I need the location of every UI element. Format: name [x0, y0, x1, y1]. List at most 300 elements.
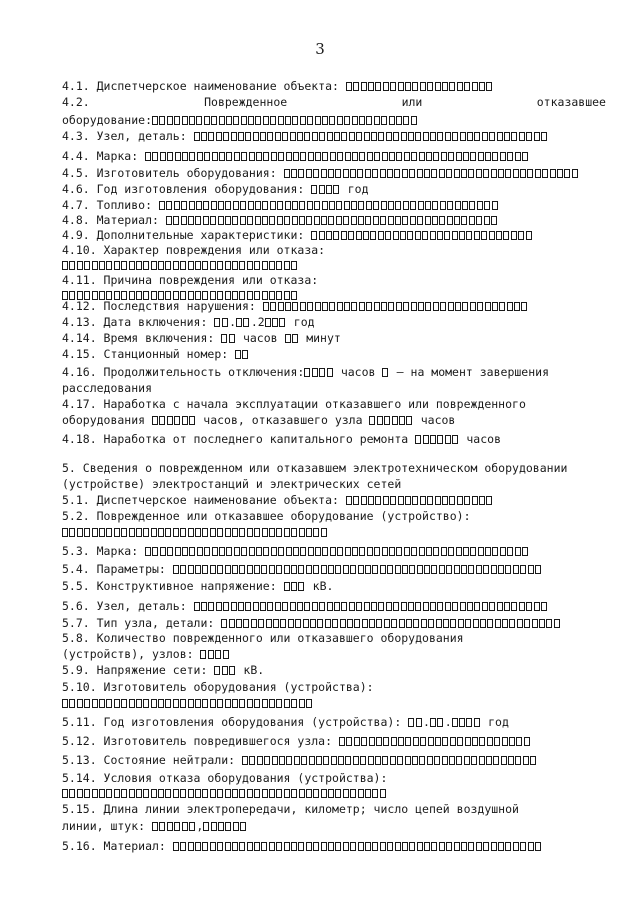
page-number: 3 [315, 40, 325, 58]
char-box [371, 132, 377, 141]
char-box [350, 565, 356, 574]
char-box [432, 216, 438, 225]
char-box [373, 201, 379, 210]
char-box [498, 842, 504, 851]
char-box-field[interactable] [145, 547, 529, 556]
char-box [346, 496, 352, 505]
char-box [217, 699, 223, 708]
char-box [99, 261, 105, 270]
char-box-field[interactable] [173, 842, 543, 851]
char-box [256, 152, 262, 161]
char-box [279, 318, 285, 327]
char-box-field[interactable] [284, 169, 580, 178]
char-box [367, 152, 373, 161]
char-box [292, 302, 298, 311]
char-box [275, 602, 281, 611]
char-box [217, 842, 223, 851]
char-box [152, 547, 158, 556]
char-box [62, 528, 68, 537]
char-box [195, 789, 201, 798]
char-box [321, 169, 327, 178]
char-box [425, 216, 431, 225]
char-box [262, 789, 268, 798]
char-box [313, 789, 319, 798]
char-box [445, 435, 451, 444]
char-box [257, 756, 263, 765]
form-line-text: 4.2. [62, 95, 90, 109]
char-box [365, 842, 371, 851]
char-box [321, 528, 327, 537]
char-box [345, 152, 351, 161]
char-box [197, 152, 203, 161]
char-box [419, 152, 425, 161]
char-box [92, 789, 98, 798]
char-box [491, 565, 497, 574]
char-box [411, 547, 417, 556]
char-box [225, 699, 231, 708]
char-box [393, 231, 399, 240]
char-box-field[interactable] [145, 152, 529, 161]
char-box [300, 152, 306, 161]
char-box [106, 699, 112, 708]
char-box [499, 302, 505, 311]
char-box [492, 302, 498, 311]
char-box [461, 842, 467, 851]
char-box [286, 547, 292, 556]
char-box [328, 565, 334, 574]
char-box [277, 216, 283, 225]
char-box [433, 547, 439, 556]
char-box [217, 565, 223, 574]
char-box [388, 201, 394, 210]
char-box [294, 756, 300, 765]
char-box [188, 699, 194, 708]
char-box-field[interactable] [285, 334, 300, 343]
char-box [189, 116, 195, 125]
char-box [528, 842, 534, 851]
char-box-field[interactable] [236, 318, 251, 327]
char-box [167, 152, 173, 161]
char-box [218, 216, 224, 225]
char-box [409, 842, 415, 851]
char-box [352, 152, 358, 161]
char-box [474, 132, 480, 141]
char-box [495, 619, 501, 628]
char-box [272, 756, 278, 765]
char-box [423, 132, 429, 141]
char-box [359, 302, 365, 311]
char-box-field[interactable] [152, 116, 418, 125]
char-box [173, 565, 179, 574]
char-box [327, 602, 333, 611]
char-box-field[interactable] [152, 822, 196, 831]
char-box [515, 152, 521, 161]
form-line-text: 5.5. Конструктивное напряжение: [62, 579, 284, 593]
char-box [166, 216, 172, 225]
char-box [195, 565, 201, 574]
char-box [493, 756, 499, 765]
char-box [368, 496, 374, 505]
char-box [173, 842, 179, 851]
char-box [441, 547, 447, 556]
form-line-5-11 [62, 716, 509, 729]
char-box [431, 565, 437, 574]
char-box [411, 152, 417, 161]
char-box [210, 842, 216, 851]
char-box [511, 132, 517, 141]
char-box [299, 699, 305, 708]
char-box-field[interactable] [214, 318, 229, 327]
char-box [284, 565, 290, 574]
char-box [182, 416, 188, 425]
char-box [214, 666, 220, 675]
char-box [435, 496, 441, 505]
char-box [452, 231, 458, 240]
char-box-field[interactable] [62, 699, 313, 708]
char-box [322, 152, 328, 161]
form-line-4-8 [62, 214, 498, 227]
char-box [381, 201, 387, 210]
char-box [182, 547, 188, 556]
char-box [479, 756, 485, 765]
char-box [195, 216, 201, 225]
char-box [210, 789, 216, 798]
char-box [351, 302, 357, 311]
char-box [356, 602, 362, 611]
char-box [152, 152, 158, 161]
char-box [446, 565, 452, 574]
char-box [418, 302, 424, 311]
char-box-field[interactable] [382, 368, 389, 377]
char-box-field[interactable] [346, 496, 494, 505]
char-box [350, 842, 356, 851]
form-line-5-7 [62, 617, 561, 630]
char-box [376, 737, 382, 746]
char-box-field[interactable] [284, 582, 306, 591]
char-box-field[interactable] [203, 822, 247, 831]
char-box [476, 169, 482, 178]
char-box [114, 699, 120, 708]
char-box [363, 231, 369, 240]
char-box [271, 547, 277, 556]
char-box [350, 789, 356, 798]
char-box [402, 842, 408, 851]
form-line-4-15 [62, 348, 250, 361]
char-box [464, 82, 470, 91]
char-box [315, 302, 321, 311]
char-box [180, 699, 186, 708]
char-box [262, 261, 268, 270]
char-box [447, 216, 453, 225]
char-box-field[interactable] [311, 185, 341, 194]
char-box [180, 789, 186, 798]
form-line-text: 4.6. Год изготовления оборудования: [62, 182, 312, 196]
char-box [350, 169, 356, 178]
char-box [284, 169, 290, 178]
char-box [526, 602, 532, 611]
char-box [167, 116, 173, 125]
char-box [349, 132, 355, 141]
char-box [382, 756, 388, 765]
char-box [353, 496, 359, 505]
char-box [463, 152, 469, 161]
char-box-field[interactable] [221, 619, 561, 628]
char-box-field[interactable] [194, 132, 549, 141]
char-box [345, 756, 351, 765]
char-box-field[interactable] [221, 334, 236, 343]
char-box-field[interactable] [235, 350, 250, 359]
char-box [390, 82, 396, 91]
char-box [484, 216, 490, 225]
char-box [386, 602, 392, 611]
char-box-field[interactable] [152, 416, 196, 425]
char-box-field[interactable] [214, 666, 236, 675]
char-box-field[interactable] [166, 216, 499, 225]
char-box [332, 619, 338, 628]
char-box [430, 718, 436, 727]
form-line-text: 5.16. Материал: [62, 839, 173, 853]
char-box [412, 82, 418, 91]
char-box [306, 699, 312, 708]
char-box [500, 547, 506, 556]
char-box [354, 737, 360, 746]
form-line-text: часов [413, 413, 456, 427]
char-box [375, 496, 381, 505]
form-line-text: линии, штук: [62, 819, 153, 833]
char-box [444, 231, 450, 240]
char-box [247, 699, 253, 708]
char-box [520, 169, 526, 178]
char-box [402, 216, 408, 225]
char-box-field[interactable] [194, 602, 549, 611]
char-box [233, 822, 239, 831]
char-box [99, 789, 105, 798]
char-box [195, 261, 201, 270]
form-line-text: 5.10. Изготовитель оборудования (устройства): [62, 680, 374, 694]
char-box [469, 201, 475, 210]
char-box [393, 132, 399, 141]
char-box [454, 565, 460, 574]
char-box-field[interactable] [311, 231, 533, 240]
form-line-text: 4.4. Марка: [62, 149, 146, 163]
char-box [405, 496, 411, 505]
char-box [341, 602, 347, 611]
char-box [361, 737, 367, 746]
char-box [92, 699, 98, 708]
char-box [211, 116, 217, 125]
char-box [420, 737, 426, 746]
char-box-field[interactable] [304, 368, 334, 377]
char-box [136, 528, 142, 537]
char-box [84, 528, 90, 537]
char-box-field[interactable] [415, 435, 459, 444]
form-line-4-17a [62, 398, 526, 411]
char-box [524, 737, 530, 746]
char-box [424, 565, 430, 574]
char-box [375, 756, 381, 765]
char-box [528, 565, 534, 574]
char-box [402, 565, 408, 574]
char-box [476, 216, 482, 225]
char-box [222, 318, 228, 327]
char-box-field[interactable] [430, 718, 445, 727]
char-box [546, 619, 552, 628]
form-line-text: часов, отказавшего узла [196, 413, 370, 427]
char-box [406, 619, 412, 628]
char-box [336, 216, 342, 225]
char-box [278, 152, 284, 161]
char-box [455, 201, 461, 210]
char-box [481, 231, 487, 240]
char-box [357, 169, 363, 178]
char-box [129, 699, 135, 708]
char-box [487, 737, 493, 746]
char-box [208, 650, 214, 659]
char-box [411, 116, 417, 125]
char-box-field[interactable] [62, 528, 328, 537]
char-box [223, 650, 229, 659]
form-line-5-2a [62, 510, 471, 523]
form-line-5-15b [62, 820, 248, 833]
char-box-field[interactable] [159, 201, 499, 210]
char-box [410, 201, 416, 210]
char-box [282, 602, 288, 611]
char-box [265, 318, 271, 327]
char-box [291, 789, 297, 798]
char-box [515, 756, 521, 765]
char-box [303, 619, 309, 628]
char-box [151, 528, 157, 537]
char-box [129, 789, 135, 798]
char-box [253, 602, 259, 611]
char-box [372, 565, 378, 574]
char-box [385, 231, 391, 240]
char-box [358, 565, 364, 574]
form-line-text: (устройств), узлов: [62, 647, 201, 661]
char-box [426, 547, 432, 556]
char-box [173, 789, 179, 798]
char-box [496, 231, 502, 240]
char-box [482, 602, 488, 611]
char-box-field[interactable] [339, 737, 531, 746]
char-box [234, 152, 240, 161]
char-box [468, 842, 474, 851]
char-box [382, 368, 388, 377]
char-box [322, 302, 328, 311]
form-line-text: год [340, 182, 369, 196]
char-box [215, 650, 221, 659]
char-box [306, 169, 312, 178]
char-box [188, 842, 194, 851]
char-box-field[interactable] [369, 416, 413, 425]
char-box [498, 565, 504, 574]
char-box [151, 699, 157, 708]
char-box-field[interactable] [200, 650, 230, 659]
char-box [291, 699, 297, 708]
form-line-5-9 [62, 664, 264, 677]
char-box [291, 565, 297, 574]
char-box [491, 216, 497, 225]
char-box [158, 261, 164, 270]
char-box [405, 737, 411, 746]
char-box [465, 737, 471, 746]
char-box [539, 619, 545, 628]
char-box [232, 261, 238, 270]
char-box [291, 842, 297, 851]
form-line-5-10a [62, 681, 374, 694]
char-box [225, 789, 231, 798]
char-box-field[interactable] [62, 789, 387, 798]
form-line-text: расследования [62, 381, 153, 395]
char-box [348, 231, 354, 240]
char-box [375, 82, 381, 91]
char-box [437, 602, 443, 611]
char-box [371, 602, 377, 611]
char-box [516, 737, 522, 746]
char-box-field[interactable] [346, 82, 494, 91]
char-box [425, 201, 431, 210]
form-line-4-16a [62, 366, 549, 379]
char-box [486, 496, 492, 505]
char-box [293, 152, 299, 161]
char-box [242, 756, 248, 765]
form-line-5-a [62, 462, 567, 475]
char-box [413, 737, 419, 746]
char-box [446, 842, 452, 851]
char-box-field[interactable] [452, 718, 482, 727]
char-box [269, 699, 275, 708]
char-box [352, 116, 358, 125]
char-box [507, 152, 513, 161]
char-box [351, 216, 357, 225]
char-box [524, 619, 530, 628]
char-box-field[interactable] [242, 756, 538, 765]
char-box [456, 756, 462, 765]
char-box [299, 528, 305, 537]
char-box [225, 201, 231, 210]
form-line-text: оборудования [62, 413, 153, 427]
char-box [299, 201, 305, 210]
char-box [466, 718, 472, 727]
char-box-field[interactable] [263, 302, 529, 311]
char-box [212, 152, 218, 161]
char-box [391, 619, 397, 628]
form-line-text: 5.13. Состояние нейтрали: [62, 753, 243, 767]
char-box [197, 547, 203, 556]
char-box-field[interactable] [265, 318, 287, 327]
char-box [312, 132, 318, 141]
char-box-field[interactable] [173, 565, 543, 574]
form-line-text: 5.2. Поврежденное или отказавшее оборудование (устройство): [62, 509, 471, 523]
char-box [550, 169, 556, 178]
char-box [396, 302, 402, 311]
char-box [381, 302, 387, 311]
char-box [239, 842, 245, 851]
char-box [69, 699, 75, 708]
char-box [323, 756, 329, 765]
char-box [210, 261, 216, 270]
char-box-field[interactable] [408, 718, 423, 727]
char-box [474, 602, 480, 611]
char-box [485, 547, 491, 556]
char-box [401, 132, 407, 141]
char-box [269, 216, 275, 225]
char-box [159, 201, 165, 210]
char-box [344, 302, 350, 311]
char-box-field[interactable] [62, 261, 299, 270]
char-box [459, 231, 465, 240]
char-box [403, 302, 409, 311]
